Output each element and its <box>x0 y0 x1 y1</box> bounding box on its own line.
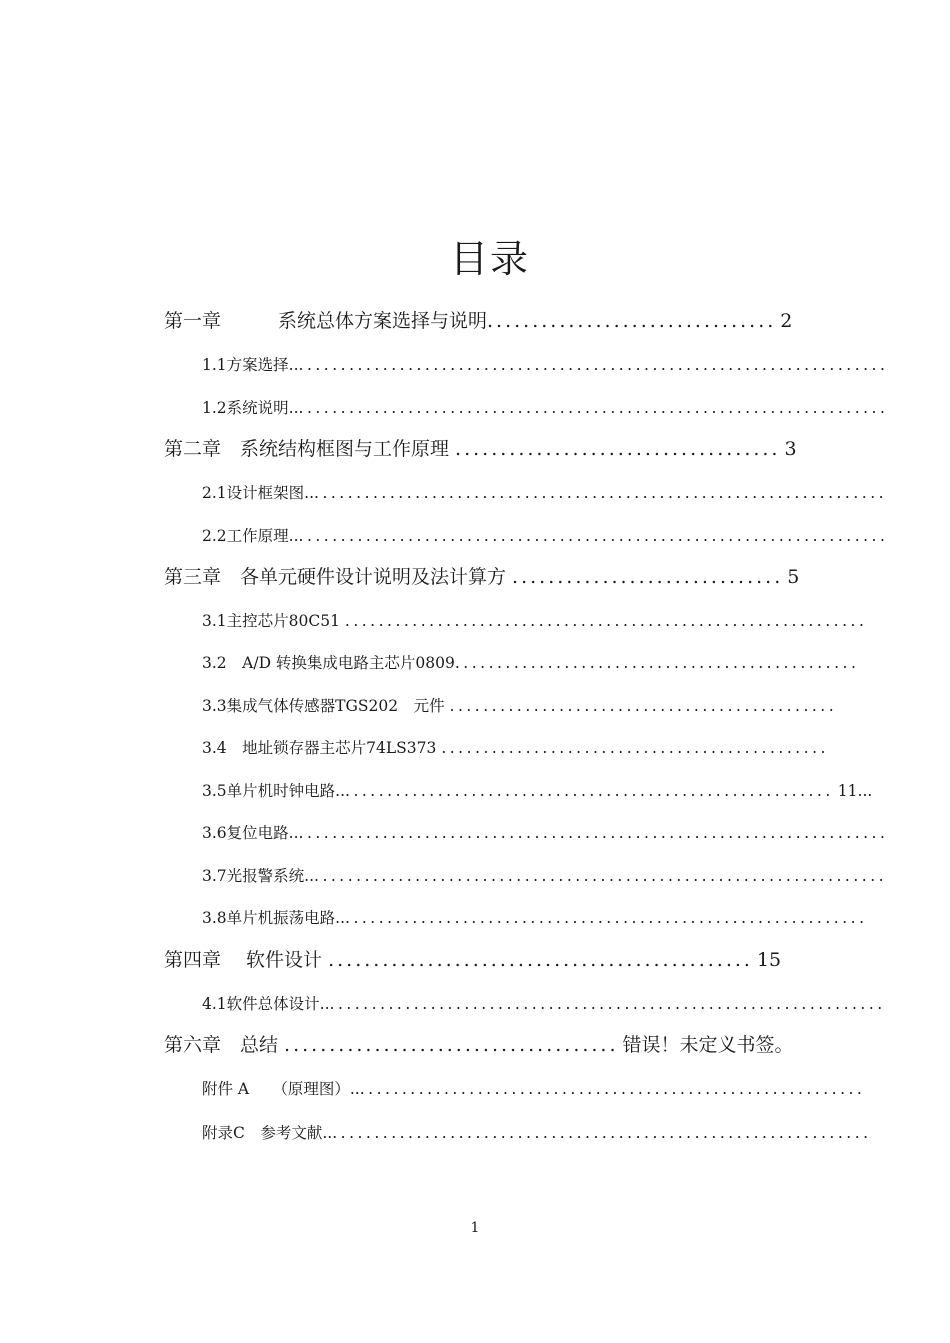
toc-page-number: 11... <box>837 782 873 800</box>
toc-entry-appendix-c[interactable] <box>202 1126 876 1142</box>
toc-entry-label: 2.1设计框架图.. <box>202 484 315 502</box>
toc-entry-label: 1.2系统说明.. <box>202 399 299 417</box>
toc-leader-dots: ...................................................................... <box>298 824 889 842</box>
toc-leader-dots: ................................ <box>487 310 777 332</box>
toc-entry-label: 1.1方案选择.. <box>202 356 299 374</box>
toc-entry-1-1[interactable] <box>202 358 892 374</box>
toc-leader-dots: ...................................................................... <box>298 356 889 374</box>
toc-entry-3-7[interactable] <box>202 869 891 885</box>
toc-entry-chapter-4[interactable] <box>164 951 781 970</box>
toc-leader-dots: .................................... <box>455 438 781 460</box>
toc-entry-4-1[interactable] <box>202 997 890 1013</box>
toc-entry-appendix-a[interactable] <box>202 1082 869 1098</box>
toc-page-number: 3 <box>784 438 797 460</box>
toc-leader-dots: ..................................... <box>284 1034 619 1056</box>
toc-entry-3-2[interactable] <box>202 656 863 672</box>
toc-entry-3-5[interactable] <box>202 784 872 800</box>
toc-entry-2-1[interactable] <box>202 486 891 502</box>
toc-entry-3-8[interactable] <box>202 911 872 927</box>
toc-entry-label: 3.5单片机时钟电路.. <box>202 782 346 800</box>
toc-entry-label: 第六章 总结 <box>164 1034 285 1056</box>
toc-leader-dots: ...................................................................... <box>298 527 889 545</box>
toc-entry-label: 附件 A （原理图）.. <box>202 1080 360 1098</box>
toc-leader-dots: .............................. <box>512 566 784 588</box>
toc-entry-3-1[interactable] <box>202 614 871 630</box>
toc-entry-label: 第四章 软件设计 <box>164 949 329 971</box>
toc-leader-dots: ............................................... <box>328 949 753 971</box>
toc-title: 目录 <box>449 237 530 281</box>
toc-leader-dots: .................................................................. <box>329 995 886 1013</box>
toc-leader-dots: .................................................................... <box>314 484 888 502</box>
toc-entry-chapter-1[interactable] <box>164 312 792 331</box>
toc-leader-dots: .............................................................. <box>344 612 868 630</box>
toc-entry-label: 第二章 系统结构框图与工作原理 <box>164 438 456 460</box>
toc-leader-dots: .............................................................. <box>345 909 868 927</box>
toc-entry-label: 第一章 系统总体方案选择与说明 <box>164 310 488 332</box>
page-number-footer: 1 <box>470 1220 480 1236</box>
toc-entry-chapter-6[interactable] <box>164 1036 794 1055</box>
toc-leader-dots: .............................................. <box>449 697 838 715</box>
toc-page-number: 2 <box>780 310 793 332</box>
toc-entry-label: 3.6复位电路.. <box>202 824 299 842</box>
toc-leader-dots: ................................................ <box>454 654 860 672</box>
toc-entry-label: 2.2工作原理.. <box>202 527 299 545</box>
toc-leader-dots: ................................................................ <box>332 1124 872 1142</box>
toc-entry-3-3[interactable] <box>202 699 841 715</box>
toc-entry-label: 3.1主控芯片80C51 <box>202 612 345 630</box>
toc-entry-chapter-2[interactable] <box>164 440 797 459</box>
toc-entry-label: 第三章 各单元硬件设计说明及法计算方 <box>164 566 513 588</box>
toc-entry-chapter-3[interactable] <box>164 568 799 587</box>
toc-entry-2-2[interactable] <box>202 529 892 545</box>
toc-page-number: 错误！未定义书签。 <box>622 1034 794 1056</box>
toc-entry-label: 3.7光报警系统.. <box>202 867 315 885</box>
toc-entry-label: 3.4 地址锁存器主芯片74LS373 <box>202 739 442 757</box>
toc-leader-dots: .................................................................... <box>314 867 888 885</box>
toc-leader-dots: .......................................................... <box>345 782 834 800</box>
toc-leader-dots: ...................................................................... <box>298 399 889 417</box>
toc-entry-label: 附录C 参考文献.. <box>202 1124 333 1142</box>
toc-entry-3-4[interactable] <box>202 741 833 757</box>
toc-leader-dots: ............................................................ <box>359 1080 866 1098</box>
toc-leader-dots: .............................................. <box>441 739 829 757</box>
toc-page-number: 15 <box>756 949 782 971</box>
toc-entry-label: 3.2 A/D 转换集成电路主芯片0809 <box>202 654 455 672</box>
toc-page-number: 5 <box>787 566 800 588</box>
toc-entry-3-6[interactable] <box>202 826 892 842</box>
toc-entry-label: 4.1软件总体设计.. <box>202 995 330 1013</box>
toc-entry-1-2[interactable] <box>202 401 892 417</box>
toc-entry-label: 3.8单片机振荡电路.. <box>202 909 346 927</box>
toc-entry-label: 3.3集成气体传感器TGS202 元件 <box>202 697 450 715</box>
